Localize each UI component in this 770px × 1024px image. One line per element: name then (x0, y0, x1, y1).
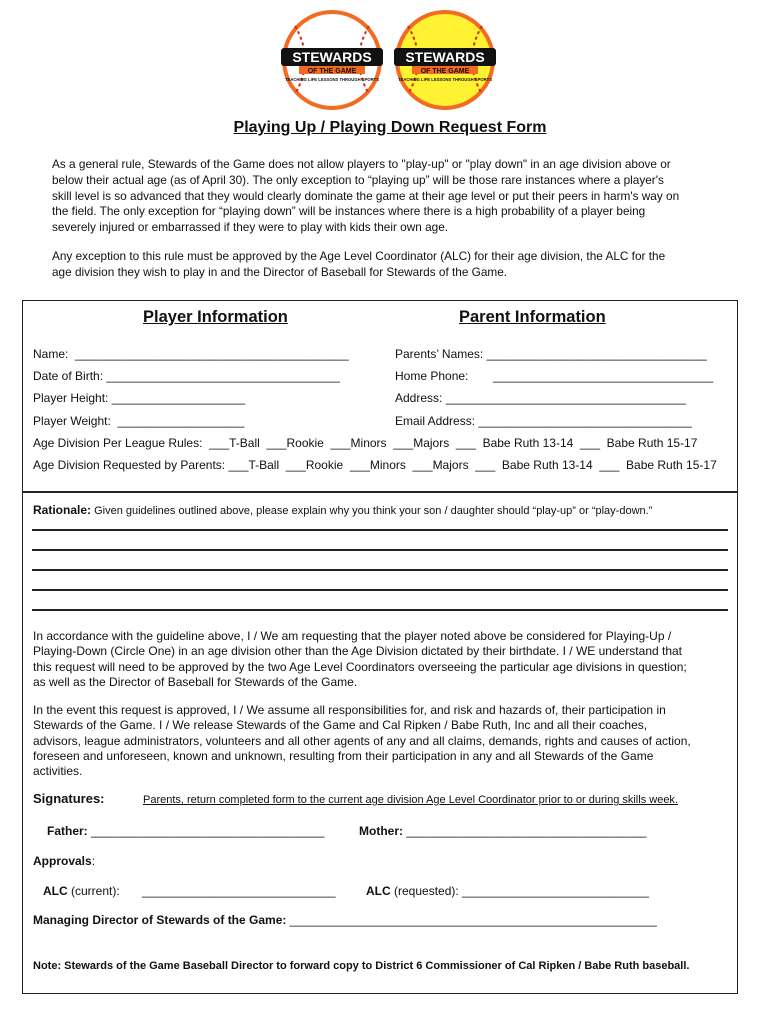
director-signature-field[interactable] (33, 913, 657, 927)
intro-line: the field. The only exception for “playing down” will be instances where there is a high probability of a player being (52, 204, 646, 219)
father-line[interactable]: ___________________________________ (87, 824, 325, 838)
father-label: Father: (47, 824, 88, 838)
intro-paragraph-1 (52, 157, 728, 236)
age-division-requested[interactable]: Age Division Requested by Parents: ___T-Ball ___Rookie ___Minors ___Majors ___ Babe Ruth 13-14 ___ Babe Ruth 15-17 (33, 458, 717, 472)
parent-info-heading: Parent Information (459, 308, 606, 326)
home-phone-label: Home Phone: (395, 369, 469, 383)
director-label: Managing Director of Stewards of the Game: (33, 913, 287, 927)
alc-current-label (43, 884, 120, 898)
alc-current-suffix: (current): (67, 884, 120, 898)
logo-left-tagline: TEACHING LIFE LESSONS THROUGH SPORTS (285, 77, 379, 82)
date-of-birth-field[interactable]: Date of Birth: ___________________________________ (33, 369, 340, 383)
father-signature-field[interactable] (47, 824, 325, 838)
agreement-line: this request will need to be approved by the two Age Level Coordinators overseeing the particular age divisions in question; (33, 659, 687, 674)
rationale-line[interactable] (32, 569, 728, 571)
intro-line: severely injured or embarrassed if they were to play with kids their own age. (52, 220, 449, 235)
mother-signature-field[interactable] (359, 824, 647, 838)
agreement-line: In accordance with the guideline above, I / We am requesting that the player noted above be considered for Playing-Up / (33, 629, 672, 643)
address-field[interactable]: Address: ____________________________________ (395, 391, 686, 405)
rationale-line[interactable] (32, 549, 728, 551)
player-height-field[interactable]: Player Height: ____________________ (33, 391, 246, 405)
approvals-heading (33, 854, 95, 868)
age-division-league-rules[interactable]: Age Division Per League Rules: ___T-Ball ___Rookie ___Minors ___Majors ___ Babe Ruth 13-14 ___ Babe Ruth 15-17 (33, 436, 698, 450)
agreement-line: activities. (33, 764, 83, 779)
alc-requested-line[interactable]: (requested): ____________________________ (390, 884, 649, 898)
release-paragraph (33, 703, 723, 779)
signatures-note-text: Parents, return completed form to the current age division Age Level Coordinator prior to or during skills week (143, 794, 675, 806)
intro-line: skill level is so advanced that they would clearly dominate the game at their age level or put their peers in harm's way on (52, 188, 680, 203)
mother-line[interactable]: ____________________________________ (403, 824, 647, 838)
rationale-line[interactable] (32, 529, 728, 531)
player-weight-field[interactable]: Player Weight: ___________________ (33, 414, 245, 428)
intro-paragraph-2 (52, 249, 728, 281)
player-name-field[interactable]: Name: _________________________________________ (33, 347, 349, 361)
logo-left-subtext: OF THE GAME (307, 68, 357, 75)
mother-label: Mother: (359, 824, 403, 838)
director-line[interactable]: _______________________________________________________ (286, 913, 657, 927)
approvals-label: Approvals (33, 854, 92, 868)
signatures-note-period: . (674, 794, 678, 806)
rationale-line[interactable] (32, 609, 728, 611)
footer-note: Note: Stewards of the Game Baseball Director to forward copy to District 6 Commissioner of Cal Ripken / Babe Ruth baseball. (33, 960, 690, 972)
email-address-field[interactable]: Email Address: ________________________________ (395, 414, 692, 428)
rationale-label: Rationale: (33, 503, 92, 517)
rationale-prompt (33, 503, 652, 517)
logo-left-text: STEWARDS (292, 49, 372, 65)
logo-header (0, 8, 770, 112)
rationale-line[interactable] (32, 589, 728, 591)
intro-line: As a general rule, Stewards of the Game does not allow players to "play-up" or "play down" in an age division above or (52, 157, 671, 171)
request-paragraph (33, 629, 723, 690)
stewards-logos (275, 8, 505, 112)
alc-requested-abbr: ALC (366, 884, 391, 898)
approvals-colon: : (91, 854, 96, 868)
intro-line: Any exception to this rule must be approved by the Age Level Coordinator (ALC) for their age division, the ALC for the (52, 249, 666, 263)
signatures-heading: Signatures: (33, 791, 105, 806)
logo-right-tagline: TEACHING LIFE LESSONS THROUGH SPORTS (398, 77, 492, 82)
agreement-line: In the event this request is approved, I / We assume all responsibilities for, and risk and hazards of, their participation in (33, 703, 666, 717)
agreement-line: advisors, league administrators, volunteers and all other agents of any and all claims, demands, rights and causes of action, (33, 733, 691, 748)
parents-names-field[interactable]: Parents’ Names: _________________________________ (395, 347, 707, 361)
logo-right-text: STEWARDS (405, 49, 485, 65)
intro-line: age division they wish to play in and the Director of Baseball for Stewards of the Game. (52, 264, 508, 279)
alc-requested-field[interactable] (366, 884, 649, 898)
agreement-line: foreseen and unforeseen, known and unknown, resulting from their participation in any and all Stewards of the Game (33, 748, 654, 763)
home-phone-field[interactable]: _________________________________ (493, 369, 714, 383)
alc-current-abbr: ALC (43, 884, 68, 898)
alc-current-field[interactable]: _____________________________ (142, 884, 336, 898)
rationale-text: Given guidelines outlined above, please explain why you think your son / daughter should “play-up” or “play-down.” (91, 505, 653, 517)
player-info-heading: Player Information (143, 308, 288, 326)
intro-line: below their actual age (as of April 30). The only exception to “playing up” will be those rare instances where a player's (52, 172, 664, 187)
logo-right-subtext: OF THE GAME (420, 68, 470, 75)
agreement-line: Stewards of the Game. I / We release Stewards of the Game and Cal Ripken / Babe Ruth, Inc and all their coaches, (33, 718, 648, 733)
form-title: Playing Up / Playing Down Request Form (233, 119, 547, 136)
signatures-note (143, 794, 678, 806)
agreement-line: Playing-Down (Circle One) in an age division other than the Age Division dictated by their birthdate. I / WE understand that (33, 644, 683, 659)
agreement-line: as well as the Director of Baseball for Stewards of the Game. (33, 674, 358, 689)
